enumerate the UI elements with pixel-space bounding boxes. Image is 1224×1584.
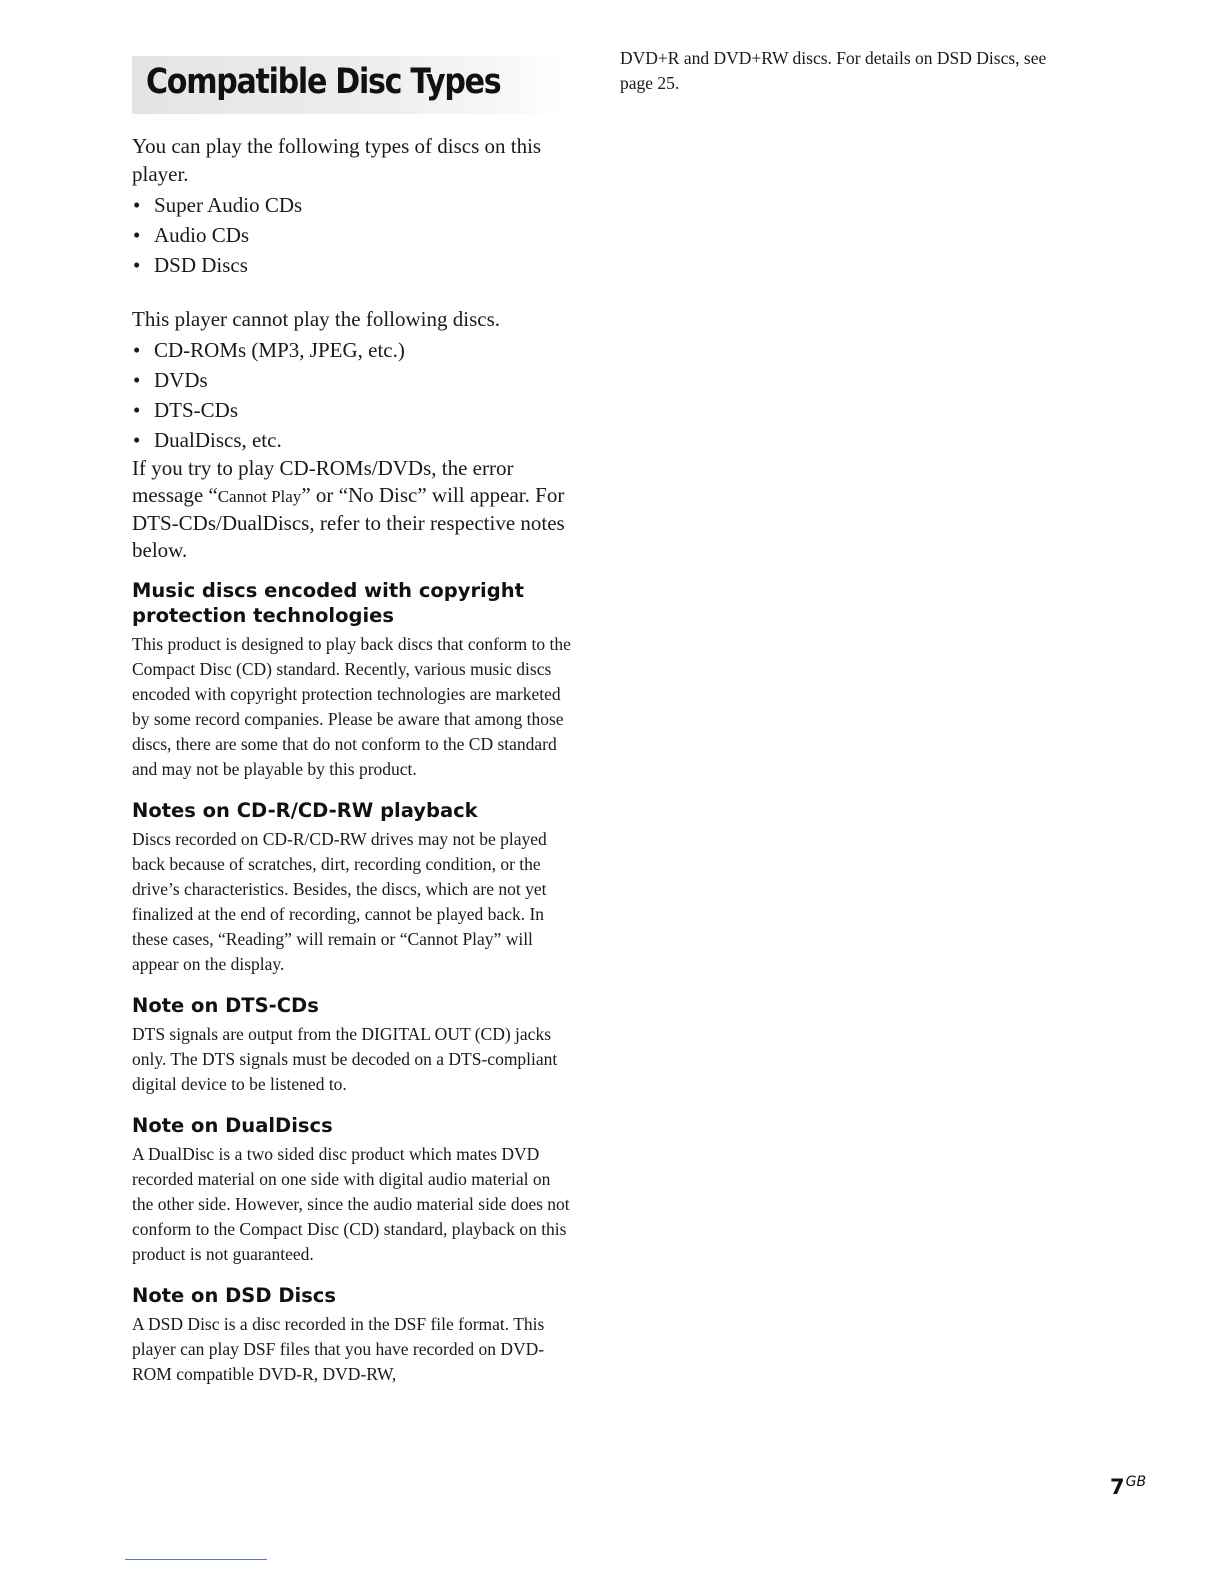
cannot-play-intro: This player cannot play the following discs.	[132, 307, 501, 331]
page-number: $7^{GB}$	[1110, 1474, 1147, 1499]
bottom-divider	[125, 1559, 267, 1560]
error-message-label: Cannot Play	[217, 487, 302, 506]
section-title-dts: Note on DTS-CDs	[132, 994, 319, 1017]
list-item: • Audio CDs	[132, 220, 572, 250]
list-item: • DualDiscs, etc.	[132, 425, 572, 455]
unplayable-disc-list	[132, 335, 572, 455]
section-body-dts: DTS signals are output from the DIGITAL OUT (CD) jacks only. The DTS signals must be decoded on a DTS-compliant digital device to be listened to.	[132, 1024, 558, 1094]
section-body-cdr: Discs recorded on CD-R/CD-RW drives may not be played back because of scratches, dirt, recording condition, or the drive’s characteristics. Besides, the discs, which are not yet finalized at the end of recording, cannot be played back. In these cases, “Reading” will remain or “Cannot Play” will appear on the display.	[132, 829, 547, 974]
intro-text: You can play the following types of discs on this player.	[132, 134, 542, 186]
list-item: • DVDs	[132, 365, 572, 395]
page-title: Compatible Disc Types	[146, 62, 501, 102]
list-item: • Super Audio CDs	[132, 190, 572, 220]
section-body-copyright: This product is designed to play back discs that conform to the Compact Disc (CD) standard. Recently, various music discs encoded with copyright protection technologies are marketed by some record companies. Please be aware that among those discs, there are some that do not conform to the CD standard and may not be playable by this product.	[132, 634, 571, 779]
right-column	[620, 46, 1060, 96]
bullet-icon: •	[133, 338, 141, 362]
section-body-dsd: A DSD Disc is a disc recorded in the DSF file format. This player can play DSF files that you have recorded on DVD-ROM compatible DVD-R, DVD-RW,	[132, 1314, 545, 1384]
playable-disc-list	[132, 190, 572, 280]
section-title-copyright: Music discs encoded with copyright protection technologies	[132, 579, 524, 627]
section-title-dsd: Note on DSD Discs	[132, 1284, 336, 1307]
section-title-dualdisc: Note on DualDiscs	[132, 1114, 333, 1137]
bullet-icon: •	[133, 223, 141, 247]
dsd-continuation: DVD+R and DVD+RW discs. For details on DSD Discs, see page 25.	[620, 48, 1047, 93]
left-column	[132, 132, 572, 1387]
bullet-icon: •	[133, 428, 141, 452]
section-title-cdr: Notes on CD-R/CD-RW playback	[132, 799, 478, 822]
list-item: • CD-ROMs (MP3, JPEG, etc.)	[132, 335, 572, 365]
bullet-icon: •	[133, 368, 141, 392]
bullet-icon: •	[133, 398, 141, 422]
section-body-dualdisc: A DualDisc is a two sided disc product which mates DVD recorded material on one side with digital audio material on the other side. However, since the audio material side does not conform to the Compact Disc (CD) standard, playback on this product is not guaranteed.	[132, 1144, 570, 1264]
error-message-note: If you try to play CD-ROMs/DVDs, the error message “Cannot Play” or “No Disc” will appear. For DTS-CDs/DualDiscs, refer to their respective notes below.	[132, 456, 565, 562]
page-region-suffix: GB	[1125, 1474, 1147, 1490]
bullet-icon: •	[133, 193, 141, 217]
bullet-icon: •	[133, 253, 141, 277]
list-item: • DTS-CDs	[132, 395, 572, 425]
list-item: • DSD Discs	[132, 250, 572, 280]
